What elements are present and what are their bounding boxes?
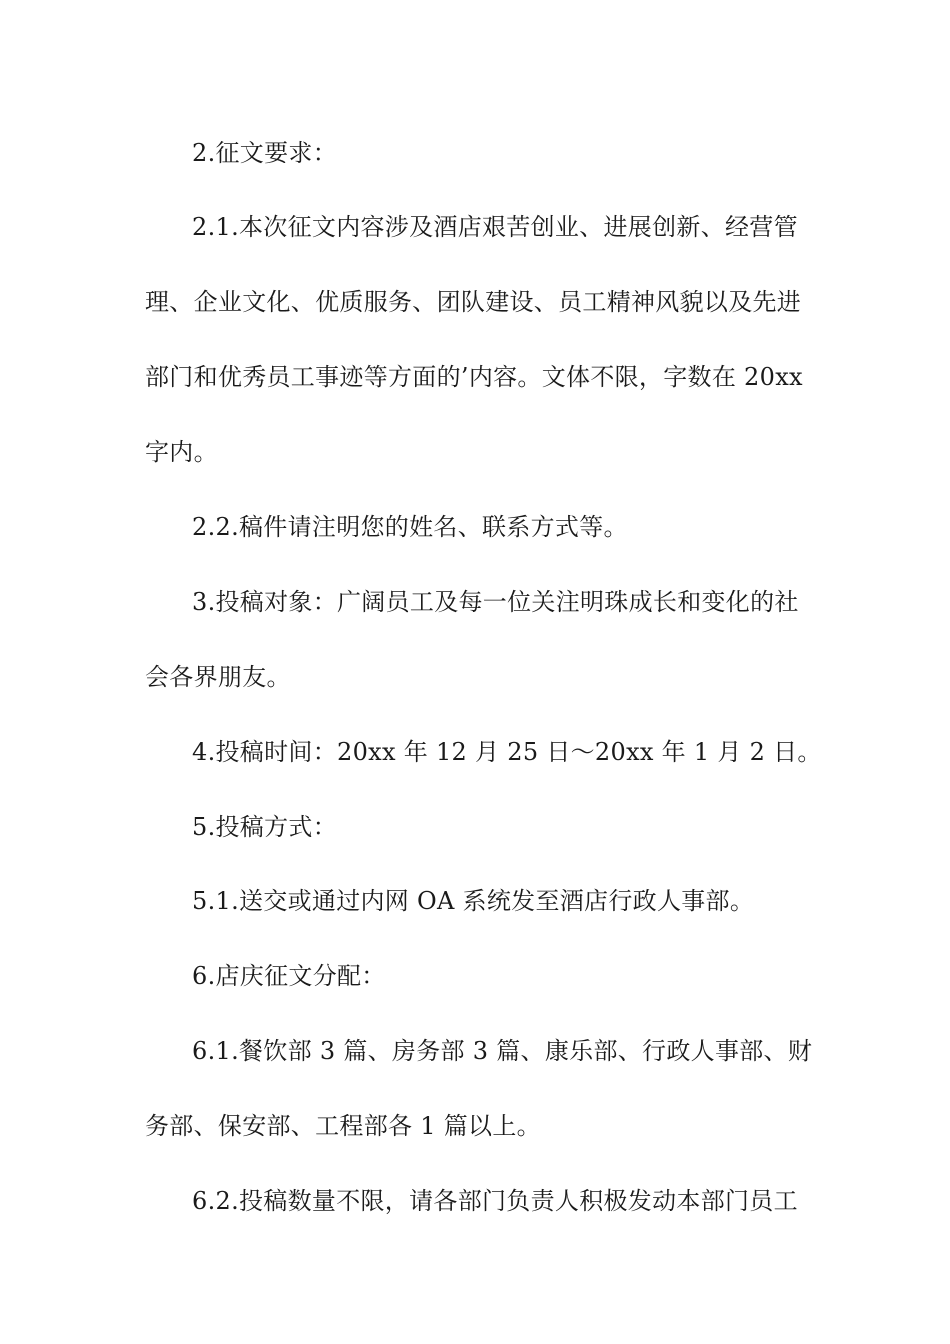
paragraph-line: 2.1.本次征文内容涉及酒店艰苦创业、进展创新、经营管 bbox=[192, 213, 798, 241]
section-heading-method: 5.投稿方式： bbox=[192, 813, 337, 841]
section-heading-time: 4.投稿时间：20xx 年 12 月 25 日～20xx 年 1 月 2 日。 bbox=[192, 738, 822, 766]
paragraph-line: 5.1.送交或通过内网 OA 系统发至酒店行政人事部。 bbox=[192, 887, 755, 915]
paragraph-line: 部门和优秀员工事迹等方面的’内容。文体不限，字数在 20xx bbox=[145, 363, 803, 391]
paragraph-line: 2.2.稿件请注明您的姓名、联系方式等。 bbox=[192, 513, 628, 541]
paragraph-line: 6.2.投稿数量不限，请各部门负责人积极发动本部门员工 bbox=[192, 1187, 798, 1215]
section-heading-allocation: 6.店庆征文分配： bbox=[192, 962, 386, 990]
section-heading-audience: 3.投稿对象：广阔员工及每一位关注明珠成长和变化的社 bbox=[192, 588, 799, 616]
paragraph-line: 理、企业文化、优质服务、团队建设、员工精神风貌以及先进 bbox=[145, 288, 802, 316]
section-heading-requirements: 2.征文要求： bbox=[192, 139, 337, 167]
paragraph-line: 字内。 bbox=[145, 438, 218, 466]
paragraph-line: 6.1.餐饮部 3 篇、房务部 3 篇、康乐部、行政人事部、财 bbox=[192, 1037, 813, 1065]
paragraph-line: 会各界朋友。 bbox=[145, 663, 291, 691]
paragraph-line: 务部、保安部、工程部各 1 篇以上。 bbox=[145, 1112, 541, 1140]
